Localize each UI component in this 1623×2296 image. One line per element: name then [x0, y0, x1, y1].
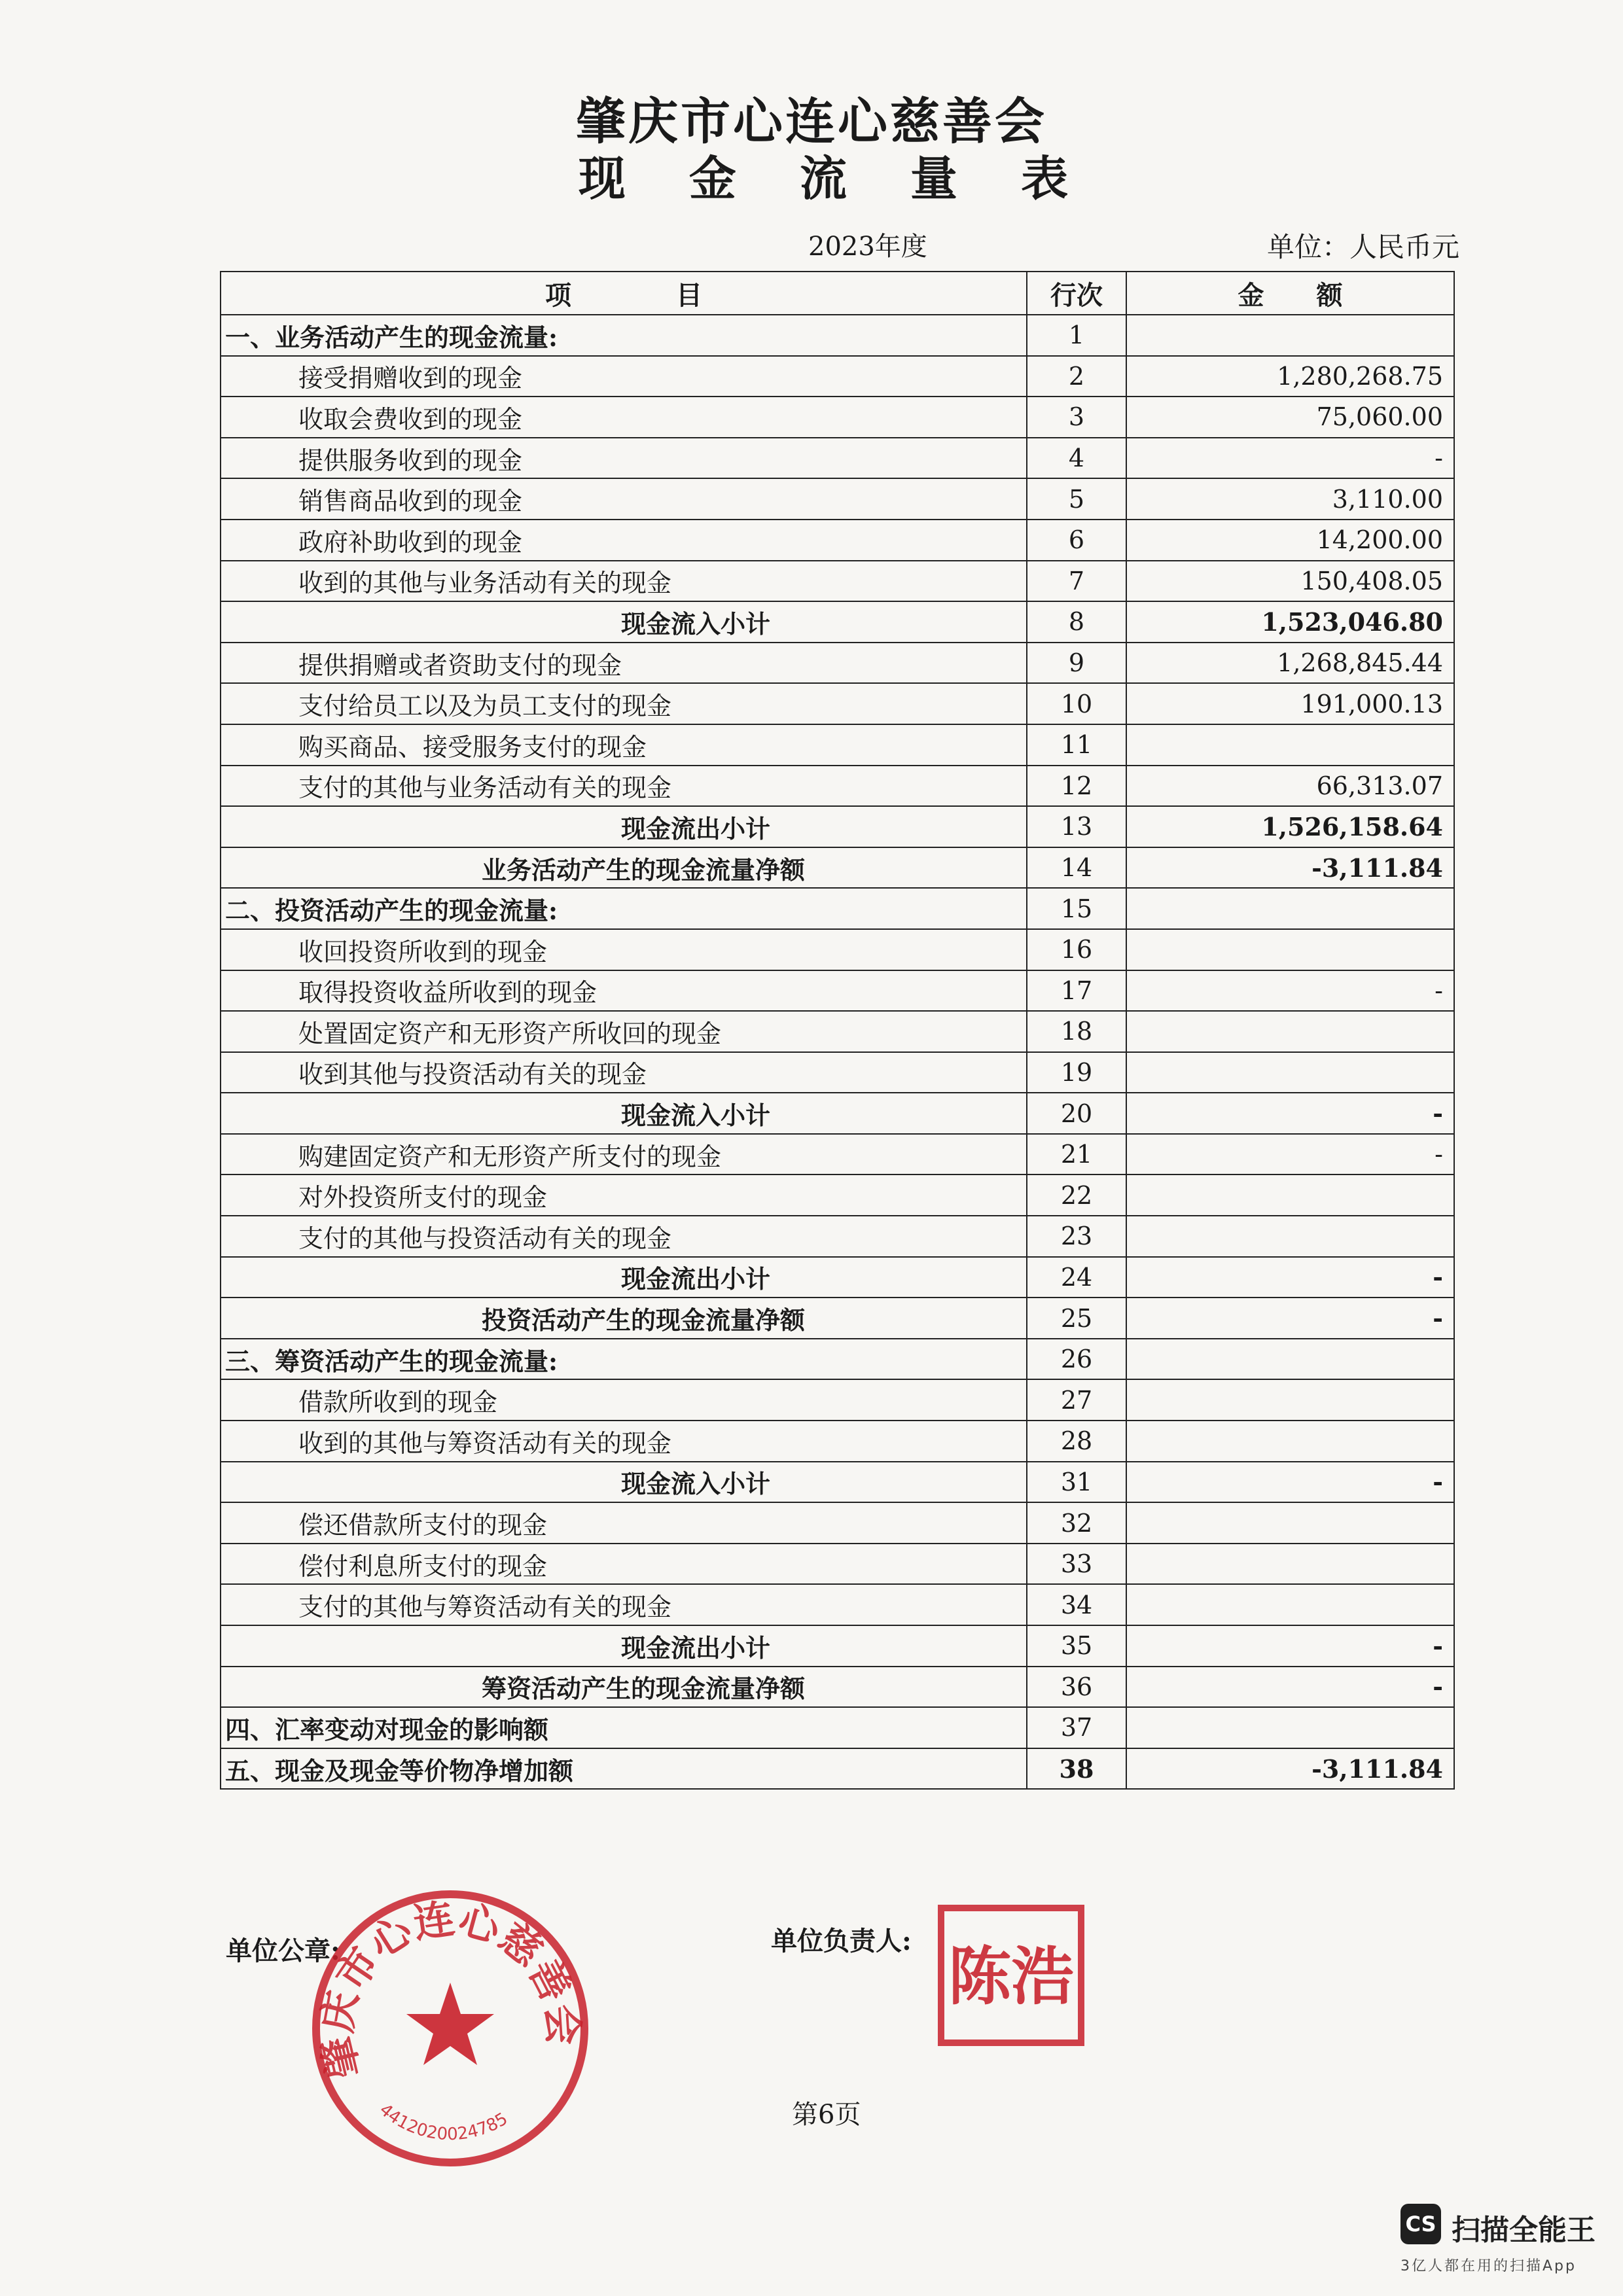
row-item-label: 四、汇率变动对现金的影响额	[221, 1707, 1027, 1748]
watermark-app-name: 扫描全能王	[1452, 2214, 1596, 2247]
row-amount: 191,000.13	[1126, 683, 1454, 724]
row-amount: -	[1126, 1462, 1454, 1503]
table-row	[221, 1298, 1454, 1339]
row-amount: 66,313.07	[1126, 766, 1454, 807]
row-line-number: 27	[1027, 1379, 1126, 1421]
row-item-label: 偿还借款所支付的现金	[221, 1502, 1027, 1544]
row-line-number: 36	[1027, 1667, 1126, 1708]
row-amount	[1126, 1421, 1454, 1462]
header-item: 项 目	[221, 272, 1027, 315]
name-stamp	[936, 1903, 1086, 2048]
row-line-number: 4	[1027, 438, 1126, 479]
row-item-label: 提供服务收到的现金	[221, 438, 1027, 479]
row-amount: 75,060.00	[1126, 397, 1454, 438]
row-amount	[1126, 1174, 1454, 1216]
table-row	[221, 1093, 1454, 1134]
table-row	[221, 1257, 1454, 1298]
row-line-number: 38	[1027, 1748, 1126, 1790]
row-item-label: 现金流出小计	[221, 1257, 1027, 1298]
row-item-label: 收到的其他与筹资活动有关的现金	[221, 1421, 1027, 1462]
report-title: 现 金 流 量 表	[578, 150, 1092, 206]
row-line-number: 34	[1027, 1584, 1126, 1625]
row-amount	[1126, 888, 1454, 929]
row-amount: 1,526,158.64	[1126, 806, 1454, 847]
row-line-number: 26	[1027, 1339, 1126, 1380]
table-row	[221, 397, 1454, 438]
row-item-label: 三、筹资活动产生的现金流量:	[221, 1339, 1027, 1380]
row-line-number: 24	[1027, 1257, 1126, 1298]
row-amount	[1126, 929, 1454, 970]
table-row	[221, 766, 1454, 807]
row-line-number: 20	[1027, 1093, 1126, 1134]
cs-logo-icon: CS	[1400, 2204, 1441, 2244]
table-row	[221, 1216, 1454, 1257]
row-item-label: 五、现金及现金等价物净增加额	[221, 1748, 1027, 1790]
table-row	[221, 1544, 1454, 1585]
table-row	[221, 1667, 1454, 1708]
row-amount: 3,110.00	[1126, 478, 1454, 520]
official-seal	[306, 1884, 594, 2172]
row-amount: -	[1126, 1093, 1454, 1134]
row-line-number: 11	[1027, 724, 1126, 766]
row-line-number: 18	[1027, 1011, 1126, 1052]
header-line-no: 行次	[1027, 272, 1126, 315]
row-item-label: 销售商品收到的现金	[221, 478, 1027, 520]
row-line-number: 13	[1027, 806, 1126, 847]
currency-unit: 单位：人民币元	[1266, 231, 1459, 263]
row-item-label: 收回投资所收到的现金	[221, 929, 1027, 970]
row-line-number: 23	[1027, 1216, 1126, 1257]
row-item-label: 提供捐赠或者资助支付的现金	[221, 643, 1027, 684]
row-item-label: 支付的其他与业务活动有关的现金	[221, 766, 1027, 807]
table-row	[221, 724, 1454, 766]
row-item-label: 现金流入小计	[221, 601, 1027, 643]
row-amount	[1126, 1216, 1454, 1257]
row-amount: 1,268,845.44	[1126, 643, 1454, 684]
row-item-label: 处置固定资产和无形资产所收回的现金	[221, 1011, 1027, 1052]
row-line-number: 12	[1027, 766, 1126, 807]
row-item-label: 业务活动产生的现金流量净额	[221, 847, 1027, 889]
row-item-label: 接受捐赠收到的现金	[221, 356, 1027, 397]
scanner-watermark	[1400, 2204, 1597, 2276]
seal-text: 肇庆市心连心慈善会	[312, 1894, 588, 2083]
table-row	[221, 601, 1454, 643]
table-row	[221, 1134, 1454, 1175]
table-row	[221, 1011, 1454, 1052]
table-row	[221, 970, 1454, 1012]
row-item-label: 二、投资活动产生的现金流量:	[221, 888, 1027, 929]
row-amount	[1126, 1379, 1454, 1421]
row-line-number: 32	[1027, 1502, 1126, 1544]
cash-flow-table	[220, 271, 1455, 1790]
row-line-number: 8	[1027, 601, 1126, 643]
row-line-number: 21	[1027, 1134, 1126, 1175]
table-row	[221, 1379, 1454, 1421]
row-amount: -3,111.84	[1126, 1748, 1454, 1790]
row-amount: -	[1126, 1257, 1454, 1298]
table-row	[221, 929, 1454, 970]
header-amount: 金 额	[1126, 272, 1454, 315]
row-amount: -	[1126, 1134, 1454, 1175]
table-row	[221, 643, 1454, 684]
row-item-label: 购建固定资产和无形资产所支付的现金	[221, 1134, 1027, 1175]
row-amount: -	[1126, 438, 1454, 479]
table-row	[221, 683, 1454, 724]
row-item-label: 现金流出小计	[221, 1625, 1027, 1667]
name-stamp-text: 陈浩	[948, 1939, 1074, 2013]
row-item-label: 筹资活动产生的现金流量净额	[221, 1667, 1027, 1708]
row-item-label: 借款所收到的现金	[221, 1379, 1027, 1421]
head-label: 单位负责人:	[771, 1926, 912, 1956]
watermark-tagline: 3亿人都在用的扫描App	[1400, 2258, 1577, 2274]
page-number: 第6页	[792, 2100, 861, 2130]
row-item-label: 偿付利息所支付的现金	[221, 1544, 1027, 1585]
row-item-label: 一、业务活动产生的现金流量:	[221, 315, 1027, 356]
row-item-label: 收取会费收到的现金	[221, 397, 1027, 438]
table-row	[221, 1502, 1454, 1544]
row-amount: -	[1126, 970, 1454, 1012]
seal-label: 单位公章:	[226, 1935, 340, 1966]
row-item-label: 现金流入小计	[221, 1093, 1027, 1134]
row-line-number: 28	[1027, 1421, 1126, 1462]
row-amount	[1126, 1011, 1454, 1052]
table-row	[221, 1421, 1454, 1462]
row-item-label: 购买商品、接受服务支付的现金	[221, 724, 1027, 766]
row-item-label: 现金流入小计	[221, 1462, 1027, 1503]
row-amount: 150,408.05	[1126, 561, 1454, 602]
table-row	[221, 520, 1454, 561]
table-row	[221, 1584, 1454, 1625]
row-amount	[1126, 1707, 1454, 1748]
row-line-number: 15	[1027, 888, 1126, 929]
row-line-number: 37	[1027, 1707, 1126, 1748]
row-amount	[1126, 724, 1454, 766]
row-item-label: 支付的其他与投资活动有关的现金	[221, 1216, 1027, 1257]
table-row	[221, 478, 1454, 520]
row-line-number: 33	[1027, 1544, 1126, 1585]
row-line-number: 2	[1027, 356, 1126, 397]
row-amount	[1126, 1502, 1454, 1544]
row-line-number: 17	[1027, 970, 1126, 1012]
row-amount: -3,111.84	[1126, 847, 1454, 889]
row-item-label: 现金流出小计	[221, 806, 1027, 847]
row-amount	[1126, 315, 1454, 356]
row-line-number: 1	[1027, 315, 1126, 356]
seal-number: 4412020024785	[375, 2100, 512, 2145]
row-line-number: 7	[1027, 561, 1126, 602]
table-row	[221, 1748, 1454, 1790]
row-line-number: 19	[1027, 1052, 1126, 1093]
row-item-label: 收到的其他与业务活动有关的现金	[221, 561, 1027, 602]
table-row	[221, 356, 1454, 397]
table-row	[221, 1174, 1454, 1216]
row-line-number: 14	[1027, 847, 1126, 889]
table-row	[221, 1625, 1454, 1667]
row-item-label: 投资活动产生的现金流量净额	[221, 1298, 1027, 1339]
row-line-number: 10	[1027, 683, 1126, 724]
table-row	[221, 888, 1454, 929]
table-row	[221, 1339, 1454, 1380]
report-year: 2023年度	[808, 232, 927, 262]
row-line-number: 5	[1027, 478, 1126, 520]
row-amount: -	[1126, 1625, 1454, 1667]
row-item-label: 取得投资收益所收到的现金	[221, 970, 1027, 1012]
table-row	[221, 847, 1454, 889]
row-line-number: 16	[1027, 929, 1126, 970]
org-name: 肇庆市心连心慈善会	[576, 92, 1047, 150]
row-amount	[1126, 1339, 1454, 1380]
table-row	[221, 561, 1454, 602]
row-line-number: 31	[1027, 1462, 1126, 1503]
row-amount: -	[1126, 1298, 1454, 1339]
row-line-number: 6	[1027, 520, 1126, 561]
row-amount: -	[1126, 1667, 1454, 1708]
row-line-number: 35	[1027, 1625, 1126, 1667]
row-amount	[1126, 1544, 1454, 1585]
row-amount: 14,200.00	[1126, 520, 1454, 561]
table-row	[221, 1707, 1454, 1748]
row-item-label: 对外投资所支付的现金	[221, 1174, 1027, 1216]
table-header-row	[221, 272, 1454, 315]
row-amount: 1,523,046.80	[1126, 601, 1454, 643]
row-amount	[1126, 1584, 1454, 1625]
seal-star-icon	[406, 1983, 494, 2065]
row-item-label: 收到其他与投资活动有关的现金	[221, 1052, 1027, 1093]
row-line-number: 25	[1027, 1298, 1126, 1339]
row-line-number: 3	[1027, 397, 1126, 438]
table-row	[221, 806, 1454, 847]
row-amount	[1126, 1052, 1454, 1093]
table-row	[221, 1052, 1454, 1093]
row-line-number: 9	[1027, 643, 1126, 684]
table-row	[221, 1462, 1454, 1503]
row-item-label: 支付的其他与筹资活动有关的现金	[221, 1584, 1027, 1625]
table-row	[221, 315, 1454, 356]
table-row	[221, 438, 1454, 479]
row-amount: 1,280,268.75	[1126, 356, 1454, 397]
row-line-number: 22	[1027, 1174, 1126, 1216]
row-item-label: 支付给员工以及为员工支付的现金	[221, 683, 1027, 724]
row-item-label: 政府补助收到的现金	[221, 520, 1027, 561]
